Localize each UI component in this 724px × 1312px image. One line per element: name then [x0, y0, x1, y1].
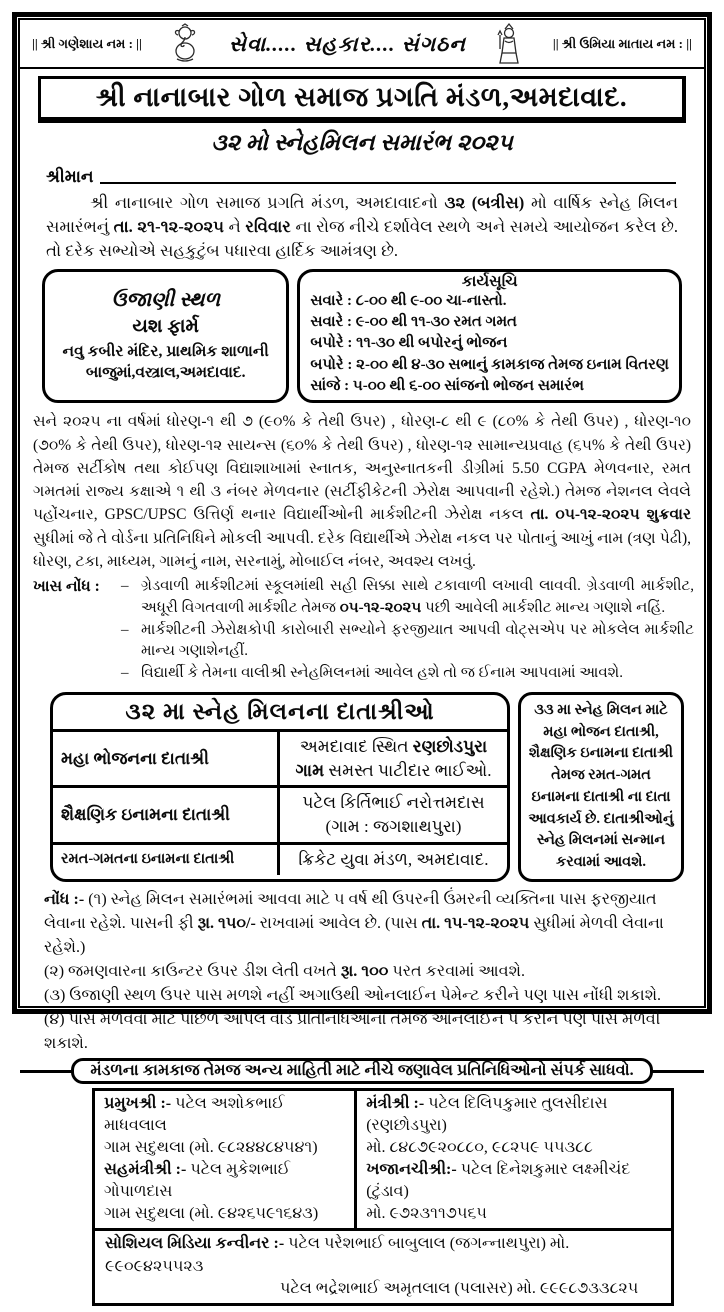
notes-label: નોંધ :- — [44, 890, 85, 908]
note-text: સુધીમાં મેળવી લેવાના રહેશે.) — [44, 914, 664, 956]
note-item: (૪) પાસ મેળવવા માટે પાછળ આપેલ વોર્ડ પ્રતિનિધિઓનો તેમજ ઓનલાઈન પે કરીને પણ પાસ મેળવી શકાશે. — [44, 1010, 661, 1052]
note-date-bold: તા. ૧૫-૧૨-૨૦૨૫ — [421, 914, 530, 932]
special-note-text: વિદ્યાર્થી કે તેમના વાલીશ્રી સ્નેહમિલનમાં આવેલ હશે તો જ ઈનામ આપવામાં આવશે. — [141, 665, 623, 681]
venue-box — [42, 269, 289, 403]
donor-value-text: સમસ્ત પાટીદાર ભાઈઓ. — [324, 760, 492, 780]
special-note-date-bold: ૦૫-૧૨-૨૦૨૫ — [339, 599, 422, 616]
agenda-box — [297, 269, 682, 403]
contacts-grid — [95, 1091, 671, 1228]
special-note-items — [121, 576, 694, 685]
contact-detail: મો. ૮૪૮૭૯૨૦૮૮૦, ૯૮૨૫૯ ૫૫૩૮૮ — [366, 1138, 593, 1156]
venue-agenda-row — [42, 269, 682, 403]
special-note-text — [141, 576, 694, 620]
flyer-inner-frame — [18, 18, 706, 1297]
invitation-day-bold: રવિવાર — [245, 216, 291, 236]
contact-name: પટેલ દિલિપકુમાર તુલસીદાસ (રણછોડપુરા) — [366, 1094, 608, 1134]
invitation-count-bold: ૩૨ (બત્રીસ) — [444, 193, 525, 212]
header-strip — [20, 20, 704, 69]
donor-value-text: ક્રિકેટ યુવા મંડળ, અમદાવાદ. — [298, 849, 489, 869]
special-note-item — [121, 576, 694, 620]
contact-role-label: પ્રમુખશ્રી :- — [104, 1094, 172, 1112]
dash-bullet: – — [121, 621, 129, 638]
contact-role-label: સોશિયલ મિડિયા કન્વીનર :- — [105, 1235, 285, 1253]
contact-entry-treasurer — [357, 1159, 671, 1225]
note-item: (૩) ઉજાણી સ્થળ ઉપર પાસ મળશે નહીં અગાઉથી ઓનલાઈન પેમેન્ટ કરીને પણ પાસ નોંધી શકાશે. — [44, 986, 662, 1004]
awards-criteria-paragraph — [20, 405, 704, 574]
dash-bullet: – — [121, 578, 129, 594]
special-note-section — [20, 574, 704, 687]
contact-name: પટેલ દિનેશકુમાર લક્ષ્મીચંદ (ટુંડાવ) — [366, 1160, 631, 1201]
note-deposit-bold: રૂા. ૧૦૦ — [340, 962, 389, 980]
note-item — [44, 960, 680, 984]
donor-row-label: શૈક્ષણિક ઇનામના દાતાશ્રી — [53, 788, 280, 842]
contact-name: પટેલ મુકેશભાઈ ગોપાળદાસ — [104, 1160, 291, 1201]
donor-village-bold: રણછોડપુરા ગામ — [295, 736, 488, 780]
agenda-item: સાંજે : ૫-૦૦ થી ૬-૦૦ સાંજનો ભોજન સમારંભ — [310, 377, 585, 394]
table-row — [53, 845, 507, 875]
agenda-item: બપોરે : ૨-૦૦ થી ૪-૩૦ સભાનું કામકાજ તેમજ ઇનામ વિતરણ — [310, 356, 669, 373]
awards-text: સુધીમાં જે તે વોર્ડના પ્રતિનિધિને મોકલી આપવી. દરેક વિદ્યાર્થીએ ઝેરોક્ષ નકલ પર પોતાનું આખું નામ (ત્રણ પેઢી), ધોરણ, ટકા, માધ્યમ, ગામનું નામ, સરનામું, મોબાઈલ નંબર, અવશ્ય લખવું. — [33, 529, 691, 570]
donor-row-value — [280, 788, 507, 842]
invitation-text: ને — [224, 216, 246, 236]
contact-detail: ગામ સદુથલા (મો. ૯૪૨૬૫૯૧૬૪૩) — [104, 1205, 319, 1223]
note-text: રાખવામાં આવેલ છે. (પાસ — [255, 914, 422, 932]
agenda-item: સવારે : ૮-૦૦ થી ૯-૦૦ ચા-નાસ્તો. — [310, 292, 507, 309]
special-note-text: પછી આવેલી માર્કશીટ માન્ય ગણાશે નહિં. — [421, 599, 666, 616]
contact-detail: મો. ૯૭૨૩૧૧૭૫૬૫ — [366, 1205, 487, 1223]
left-invocation-text: || શ્રી ગણેશાય નમ : || — [32, 36, 142, 51]
contact-role-label: સહમંત્રીશ્રી :- — [104, 1160, 187, 1178]
donor-row-label: મહા ભોજનના દાતાશ્રી — [53, 732, 280, 786]
awards-deadline-bold: તા. ૦૫-૧૨-૨૦૨૫ શુક્રવાર — [530, 506, 691, 524]
contact-detail: ગામ સદુથલા (મો. ૯૮૨૪૪૮૪૫૪૧) — [104, 1138, 318, 1156]
donor-value-text: પટેલ કિર્તિભાઈ નરોત્તમદાસ — [302, 793, 485, 813]
next-meet-donor-invite-box — [518, 692, 684, 882]
contact-banner: મંડળના કામકાજ તેમજ અન્ય માહિતી માટે નીચે જણાવેલ પ્રતિનિધિઓનો સંપર્ક સાધવો. — [71, 1058, 652, 1084]
special-note-item — [121, 663, 694, 685]
donor-value-text: અમદાવાદ સ્થિત — [299, 736, 413, 756]
event-subtitle: ૩૨ મો સ્નેહમિલન સમારંભ ૨૦૨૫ — [211, 130, 513, 155]
table-row — [53, 788, 507, 845]
notes-section — [20, 885, 704, 1058]
special-note-label: ખાસ નોંધ : — [33, 578, 100, 595]
contact-entry-president — [95, 1093, 354, 1159]
note-fee-bold: રૂા. ૧૫૦/- — [197, 914, 256, 932]
name-blank-line — [100, 166, 676, 184]
agenda-item: બપોરે : ૧૧-૩૦ થી બપોરનું ભોજન — [310, 335, 508, 352]
venue-name: યશ ફાર્મ — [132, 315, 199, 337]
contact-entry-social-media — [95, 1228, 671, 1303]
contacts-table — [92, 1088, 674, 1307]
contact-entry-joint-secretary — [95, 1159, 354, 1225]
next-meet-donor-text: ૩૩ મા સ્નેહ મિલન માટે મહા ભોજન દાતાશ્રી, શૈક્ષણિક ઇનામના દાતાશ્રી તેમજ રમત-ગમત ઇનામના દાતાશ્રી ના દાતા આવકાર્ય છે. દાતાશ્રીઓનું સ્નેહ મિલનમાં સન્માન કરવામાં આવશે. — [528, 701, 674, 870]
note-text: પરત કરવામાં આવશે. — [388, 962, 525, 980]
agenda-heading: કાર્યસૂચિ — [461, 272, 518, 290]
salutation-label: શ્રીમાન — [46, 167, 94, 186]
salutation-row — [20, 158, 704, 187]
organization-title: શ્રી નાનાબાર ગોળ સમાજ પ્રગતિ મંડળ,અમદાવાદ. — [38, 76, 686, 123]
special-note-item — [121, 620, 694, 664]
ganesh-icon — [169, 23, 201, 65]
invitation-text: ના રોજ નીચે દર્શાવેલ સ્થળે અને સમયે આયોજન કરેલ છે. તો દરેક સભ્યોએ સહકુટુંબ પધારવા હાર્દિક આમંત્રણ છે. — [46, 216, 678, 260]
slogan-text: સેવા..... સહકાર.... સંગઠન — [228, 31, 466, 56]
venue-address: નવુ કબીર મંદિર, પ્રાથમિક શાળાની બાજુમાં,વસ્ત્રાલ,અમદાવાદ. — [62, 342, 269, 381]
venue-heading: ઉજાણી સ્થળ — [111, 288, 221, 311]
contact-section — [20, 1061, 704, 1312]
donors-table-title: ૩૨ મા સ્નેહ મિલનના દાતાશ્રીઓ — [53, 695, 507, 732]
umiya-mata-icon — [493, 23, 525, 65]
note-item — [44, 888, 680, 960]
invitation-paragraph — [20, 187, 704, 265]
donor-row-label: રમત-ગમતના ઇનામના દાતાશ્રી — [53, 845, 280, 875]
contact-name: પટેલ પરેશભાઈ બાબુલાલ (જગન્નાથપુરા) મો. ૯૯૦૯૪૨૫૫૨૩ — [105, 1235, 570, 1275]
donors-section — [50, 692, 684, 882]
contact-role-label: મંત્રીશ્રી :- — [366, 1094, 425, 1112]
awards-text: સને ૨૦૨૫ ના વર્ષમાં ધોરણ-૧ થી ૭ (૯૦% કે તેથી ઉપર) , ધોરણ-૮ થી ૯ (૮૦% કે તેથી ઉપર) , ધોરણ-૧૦ (૭૦% કે તેથી ઉપર), ધોરણ-૧૨ સાયન્સ (૬૦% કે તેથી ઉપર) , ધોરણ-૧૨ સામાન્યપ્રવાહ (૬૫% કે તેથી ઉપર) તેમજ સર્ટીકોષ તથા કોઈપણ વિદ્યાશાખામાં સ્નાતક, અનુસ્નાતકની ડીગ્રીમાં 5.50 CGPA મેળવનાર, રમત ગમતમાં રાજ્ય કક્ષાએ ૧ થી ૩ નંબર મેળવનાર (સર્ટીફીકેટની ઝેરોક્ષ આપવાની રહેશે.) તેમજ નેશનલ લેવલે પહોંચનાર, GPSC/UPSC ઉત્તિર્ણ થનાર વિદ્યાર્થીઓની માર્કશીટની ઝેરોક્ષ નકલ — [33, 413, 691, 524]
invitation-text: શ્રી નાનાબાર ગોળ સમાજ પ્રગતિ મંડળ, અમદાવાદનો — [90, 193, 445, 212]
flyer-page — [12, 12, 712, 1297]
right-invocation-text: || શ્રી ઉમિયા માતાય નમ : || — [552, 36, 692, 51]
note-text: (૨) જમણવારના કાઉન્ટર ઉપર ડીશ લેતી વખતે — [44, 962, 341, 980]
special-note-text: માર્કશીટની ઝેરોક્ષકોપી કારોબારી સભ્યોને ફરજીયાત આપવી વોટ્સએપ પર મોકલેલ માર્કશીટ માન્ય ગણાશેનહીં. — [141, 621, 694, 660]
contact-name: પટેલ અશોકભાઈ માધવલાલ — [104, 1094, 285, 1134]
donor-row-value — [280, 845, 507, 875]
contact-role-label: ખજાનચીશ્રી:- — [366, 1160, 457, 1178]
invitation-date-bold: તા. ૨૧-૧૨-૨૦૨૫ — [113, 216, 224, 236]
contacts-right-column — [357, 1091, 671, 1228]
invitation-text: મો વાર્ષિક સ્નેહ મિલન સમારંભનું — [46, 193, 678, 236]
donors-table — [50, 692, 510, 882]
contact-entry-secretary — [357, 1093, 671, 1159]
table-row — [53, 732, 507, 789]
contacts-left-column — [95, 1091, 357, 1228]
donor-value-text: (ગામ : જગશાથપુરા) — [325, 817, 462, 837]
contact-detail: પટેલ ભદ્રેશભાઈ અમૃતલાલ (પલાસર) મો. ૯૯૯૮૭૩૩૮૨૫ — [280, 1280, 639, 1297]
note-text: (૧) સ્નેહ મિલન સમારંભમાં આવવા માટે ૫ વર્ષ થી ઉપરની ઉંમરની વ્યક્તિના પાસ ફરજીયાત લેવાના રહેશે. પાસની ફી — [44, 890, 657, 932]
donor-row-value — [280, 732, 507, 786]
dash-bullet: – — [121, 665, 129, 681]
agenda-item: સવારે : ૯-૦૦ થી ૧૧-૩૦ રમત ગમત — [310, 314, 518, 331]
special-note-text: ગ્રેડવાળી માર્કશીટમાં સ્કૂલમાંથી સહી સિક્કા સાથે ટકાવાળી લખાવી લાવવી. ગ્રેડવાળી માર્કશીટ, અધૂરી વિગતવાળી માર્કશીટ તેમજ — [141, 578, 694, 616]
